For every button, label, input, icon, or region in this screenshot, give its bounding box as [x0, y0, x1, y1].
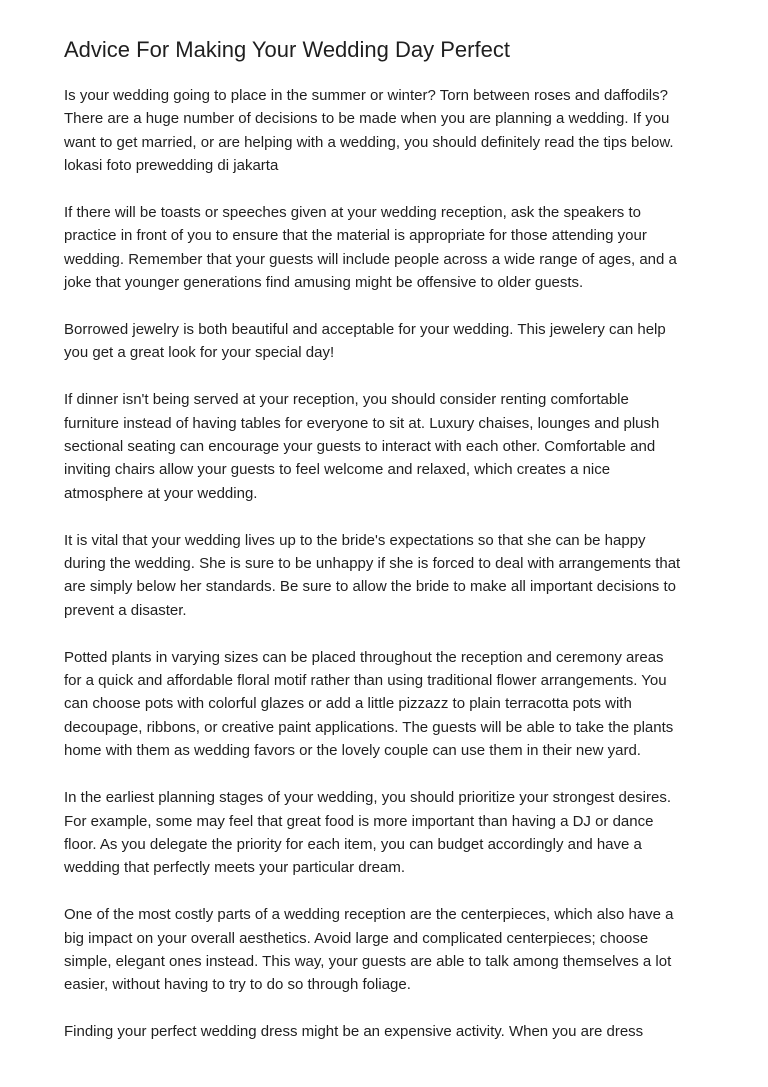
paragraph-line: can choose pots with colorful glazes or add a little pizzazz to plain terracotta pots with [64, 695, 632, 713]
paragraph-line: joke that younger generations find amusing might be offensive to older guests. [64, 274, 584, 292]
document-body [64, 84, 704, 1044]
paragraph-line: practice in front of you to ensure that the material is appropriate for those attending your [64, 227, 647, 245]
paragraph [64, 786, 704, 880]
paragraph-line: prevent a disaster. [64, 601, 187, 619]
paragraph-line: If there will be toasts or speeches given at your wedding reception, ask the speakers to [64, 204, 641, 222]
paragraph-line: for a quick and affordable floral motif rather than using traditional flower arrangements. You [64, 672, 667, 690]
paragraph-line: atmosphere at your wedding. [64, 484, 258, 502]
paragraph-line: are simply below her standards. Be sure to allow the bride to make all important decisions to [64, 578, 676, 596]
paragraph-line: wedding that perfectly meets your particular dream. [64, 859, 405, 877]
paragraph-line: sectional seating can encourage your guests to interact with each other. Comfortable and [64, 438, 656, 456]
paragraph-line: It is vital that your wedding lives up to the bride's expectations so that she can be happy [64, 531, 646, 549]
paragraph-line: big impact on your overall aesthetics. Avoid large and complicated centerpieces; choose [64, 929, 649, 947]
paragraph-line: you get a great look for your special day! [64, 344, 335, 362]
paragraph-line: lokasi foto prewedding di jakarta [64, 157, 279, 175]
paragraph [64, 318, 704, 365]
paragraph [64, 1020, 704, 1043]
paragraph-line: One of the most costly parts of a wedding reception are the centerpieces, which also have a [64, 906, 674, 924]
paragraph-line: Potted plants in varying sizes can be placed throughout the reception and ceremony areas [64, 648, 664, 666]
paragraph-line: floor. As you delegate the priority for each item, you can budget accordingly and have a [64, 835, 642, 853]
paragraph [64, 903, 704, 997]
paragraph-line: Borrowed jewelry is both beautiful and acceptable for your wedding. This jewelery can help [64, 321, 666, 339]
paragraph [64, 646, 704, 763]
paragraph-line: If dinner isn't being served at your reception, you should consider renting comfortable [64, 391, 629, 409]
paragraph [64, 201, 704, 295]
paragraph [64, 84, 704, 178]
paragraph-line: want to get married, or are helping with a wedding, you should definitely read the tips below. [64, 133, 674, 151]
paragraph-line: simple, elegant ones instead. This way, your guests are able to talk among themselves a lot [64, 952, 672, 970]
paragraph-line: easier, without having to try to do so through foliage. [64, 976, 411, 994]
paragraph-line: For example, some may feel that great food is more important than having a DJ or dance [64, 812, 654, 830]
paragraph-line: during the wedding. She is sure to be unhappy if she is forced to deal with arrangements that [64, 555, 681, 573]
paragraph-line: home with them as wedding favors or the lovely couple can use them in their new yard. [64, 742, 641, 760]
paragraph-line: There are a huge number of decisions to be made when you are planning a wedding. If you [64, 110, 670, 128]
paragraph-line: In the earliest planning stages of your wedding, you should prioritize your strongest desires. [64, 789, 672, 807]
paragraph-line: decoupage, ribbons, or creative paint applications. The guests will be able to take the plants [64, 718, 674, 736]
paragraph-line: inviting chairs allow your guests to feel welcome and relaxed, which creates a nice [64, 461, 611, 479]
paragraph-line: Is your wedding going to place in the summer or winter? Torn between roses and daffodils? [64, 87, 668, 104]
paragraph [64, 529, 704, 623]
paragraph-line: wedding. Remember that your guests will include people across a wide range of ages, and a [64, 250, 677, 268]
paragraph-line: Finding your perfect wedding dress might be an expensive activity. When you are dress [64, 1023, 644, 1041]
paragraph [64, 388, 704, 505]
paragraph-line: furniture instead of having tables for everyone to sit at. Luxury chaises, lounges and plush [64, 414, 660, 432]
page-title: Advice For Making Your Wedding Day Perfect [64, 37, 510, 62]
